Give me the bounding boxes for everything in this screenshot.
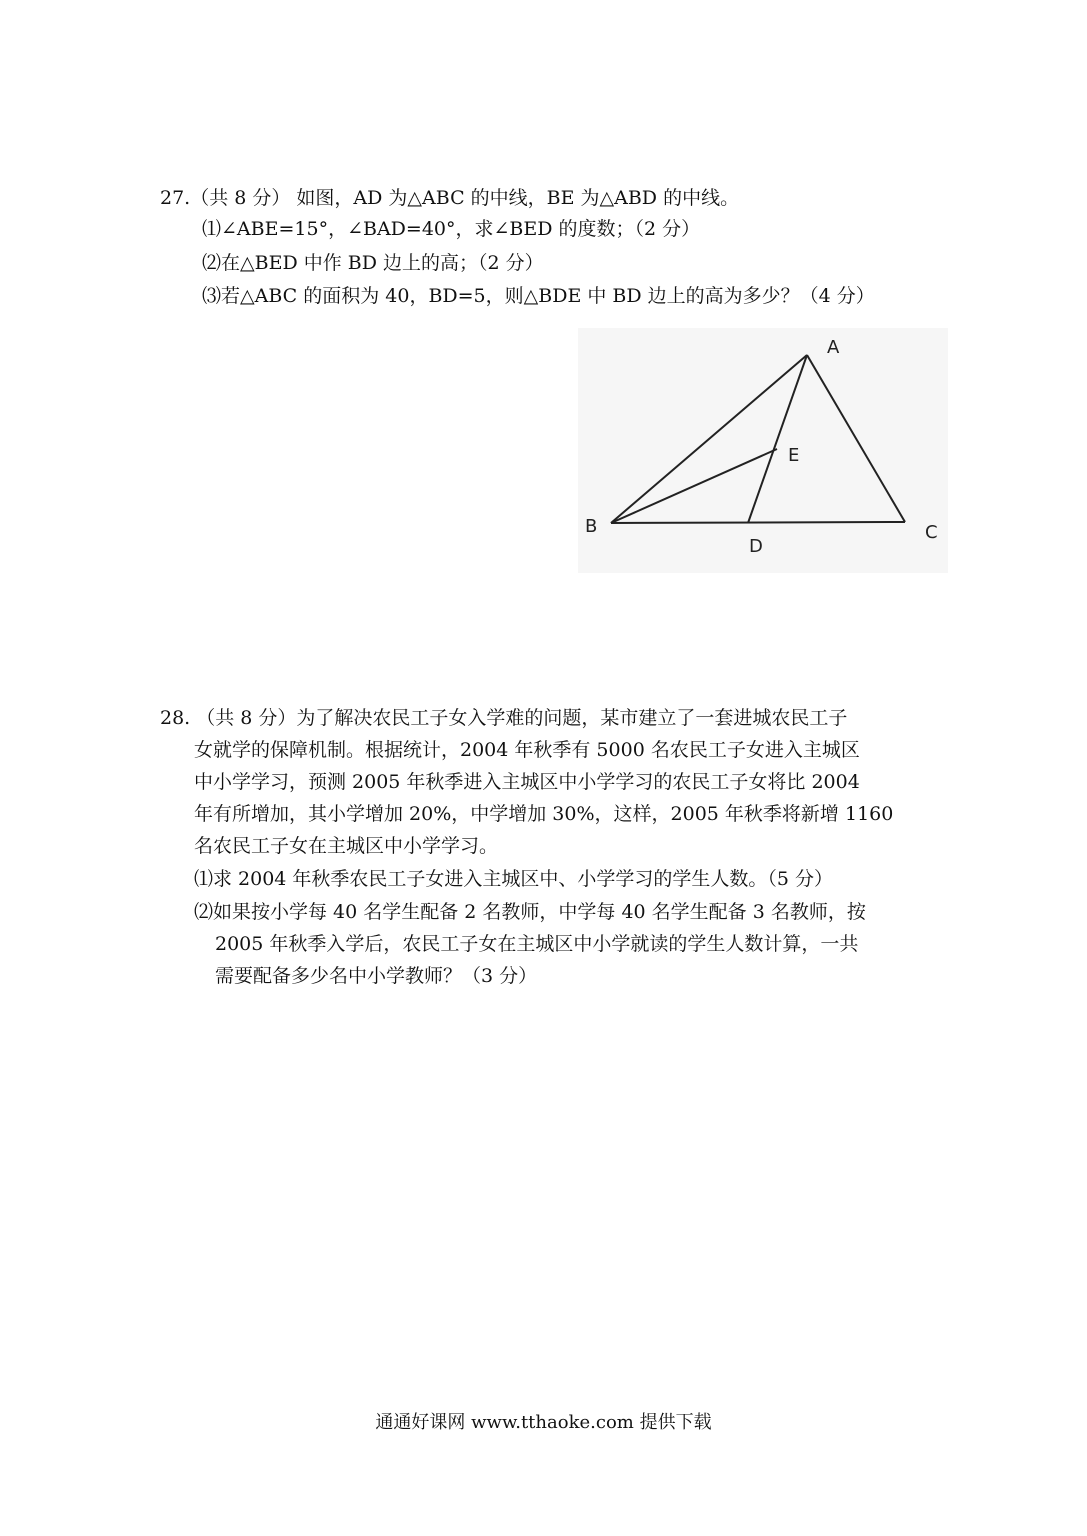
q28-line4: 年有所增加，其小学增加 20%，中学增加 30%，这样，2005 年秋季将新增 1160 [194,803,894,825]
q28-part1: ⑴求 2004 年秋季农民工子女进入主城区中、小学学习的学生人数。（5 分） [194,868,834,890]
q28-part2-line1: ⑵如果按小学每 40 名学生配备 2 名教师，中学每 40 名学生配备 3 名教师，按 [194,901,866,923]
label-b: B [585,516,598,537]
q27-part2: ⑵在△BED 中作 BD 边上的高；（2 分） [202,252,544,274]
label-d: D [749,536,763,557]
label-c: C [925,522,938,543]
q27-part1: ⑴∠ABE=15°，∠BAD=40°，求∠BED 的度数；（2 分） [202,218,701,240]
q28-line1: 28. （共 8 分）为了解决农民工子女入学难的问题，某市建立了一套进城农民工子 [160,707,848,729]
label-e: E [788,445,800,466]
q28-part2-line3: 需要配备多少名中小学教师？（3 分） [215,965,538,987]
page-footer: 通通好课网 www.tthaoke.com 提供下载 [375,1412,712,1433]
figure-background [578,328,948,573]
triangle-figure [578,328,948,573]
q28-part2-line2: 2005 年秋季入学后，农民工子女在主城区中小学就读的学生人数计算，一共 [215,933,859,955]
q28-line5: 名农民工子女在主城区中小学学习。 [194,835,499,857]
segment-bc [611,522,905,523]
q27-part3: ⑶若△ABC 的面积为 40，BD=5，则△BDE 中 BD 边上的高为多少？（4 分） [202,285,875,307]
q27-header: 27.（共 8 分） 如图，AD 为△ABC 的中线，BE 为△ABD 的中线。 [160,187,740,209]
q28-line3: 中小学学习，预测 2005 年秋季进入主城区中小学学习的农民工子女将比 2004 [194,771,860,793]
q28-line2: 女就学的保障机制。根据统计，2004 年秋季有 5000 名农民工子女进入主城区 [194,739,860,761]
label-a: A [827,337,840,358]
